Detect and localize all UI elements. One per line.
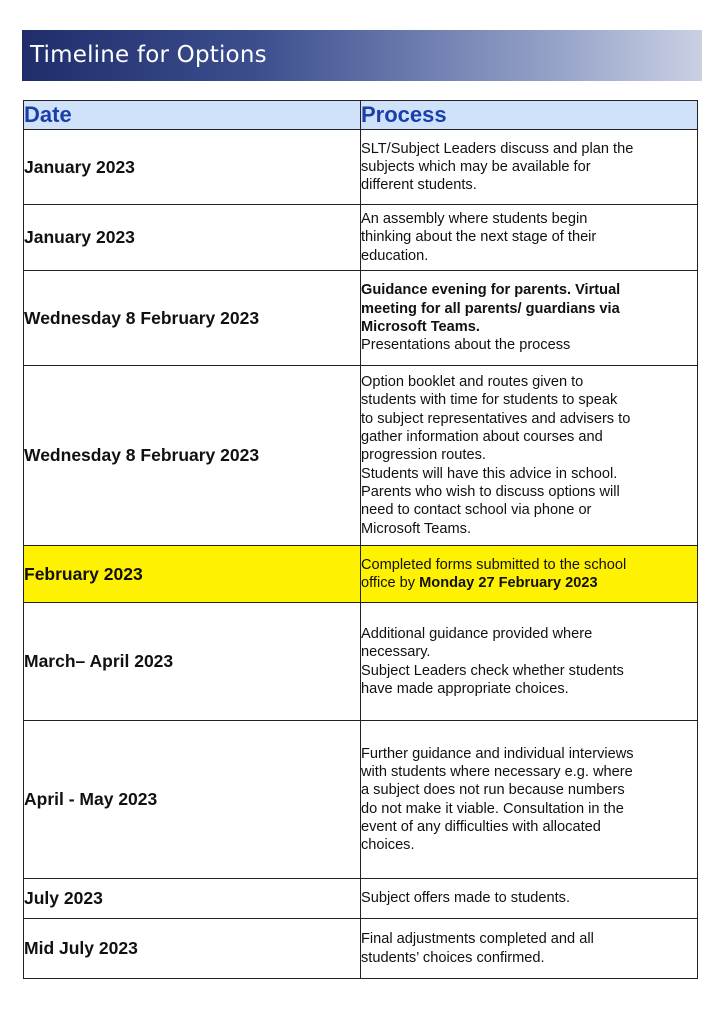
process-cell — [361, 603, 698, 721]
process-cell — [361, 271, 698, 366]
date-cell: April - May 2023 — [24, 721, 361, 879]
date-cell: Mid July 2023 — [24, 919, 361, 979]
date-cell: July 2023 — [24, 879, 361, 919]
process-line: Completed forms submitted to the school — [361, 556, 627, 573]
process-cell — [361, 546, 698, 603]
process-line — [361, 574, 697, 592]
table-row — [24, 271, 698, 366]
process-line: choices. — [361, 837, 415, 854]
table-row — [24, 879, 698, 919]
process-line: need to contact school via phone or — [361, 502, 592, 519]
date-column-header: Date — [24, 101, 361, 130]
process-line: Presentations about the process — [361, 337, 571, 354]
process-column-header: Process — [361, 101, 698, 130]
process-line: students with time for students to speak — [361, 392, 618, 409]
process-line: have made appropriate choices. — [361, 680, 569, 697]
table-row — [24, 366, 698, 546]
process-line: Additional guidance provided where — [361, 625, 593, 642]
deadline-prefix: office by — [361, 575, 420, 591]
process-line: Final adjustments completed and all — [361, 931, 594, 948]
date-cell: March– April 2023 — [24, 603, 361, 721]
table-row — [24, 205, 698, 271]
process-cell — [361, 130, 698, 205]
process-line: do not make it viable. Consultation in the — [361, 800, 624, 817]
date-cell: January 2023 — [24, 130, 361, 205]
table-row — [24, 130, 698, 205]
table-row — [24, 721, 698, 879]
table-header-row — [24, 101, 698, 130]
date-cell: February 2023 — [24, 546, 361, 603]
process-line: students’ choices confirmed. — [361, 949, 545, 966]
process-line: event of any difficulties with allocated — [361, 818, 601, 835]
process-cell — [361, 919, 698, 979]
date-cell: January 2023 — [24, 205, 361, 271]
deadline-date: Monday 27 February 2023 — [419, 575, 598, 591]
process-line: Microsoft Teams. — [361, 520, 472, 537]
process-line: necessary. — [361, 644, 431, 661]
process-line: thinking about the next stage of their — [361, 229, 597, 246]
process-line-bold: Microsoft Teams. — [361, 319, 480, 335]
process-line: progression routes. — [361, 447, 486, 464]
date-cell: Wednesday 8 February 2023 — [24, 366, 361, 546]
process-line: Parents who wish to discuss options will — [361, 483, 620, 500]
process-line: Subject Leaders check whether students — [361, 662, 624, 679]
process-cell — [361, 721, 698, 879]
date-cell: Wednesday 8 February 2023 — [24, 271, 361, 366]
process-line: SLT/Subject Leaders discuss and plan the — [361, 140, 634, 157]
table-row-highlighted — [24, 546, 698, 603]
process-line: different students. — [361, 177, 477, 194]
timeline-table — [23, 100, 698, 979]
table-row — [24, 603, 698, 721]
title-banner — [22, 30, 702, 81]
process-line: gather information about courses and — [361, 429, 603, 446]
process-cell — [361, 366, 698, 546]
process-line: Option booklet and routes given to — [361, 374, 584, 391]
process-line: Subject offers made to students. — [361, 890, 571, 907]
process-line: subjects which may be available for — [361, 158, 591, 175]
process-line-bold: meeting for all parents/ guardians via — [361, 300, 620, 317]
page-title: Timeline for Options — [30, 42, 267, 68]
process-line: Students will have this advice in school. — [361, 465, 618, 482]
process-line: to subject representatives and advisers to — [361, 410, 631, 427]
process-line: Further guidance and individual interviews — [361, 745, 634, 762]
process-cell — [361, 205, 698, 271]
process-line: with students where necessary e.g. where — [361, 763, 633, 780]
process-line: An assembly where students begin — [361, 211, 588, 228]
table-row — [24, 919, 698, 979]
process-cell — [361, 879, 698, 919]
process-line-bold: Guidance evening for parents. Virtual — [361, 282, 621, 299]
process-line: a subject does not run because numbers — [361, 782, 625, 799]
process-line: education. — [361, 247, 429, 264]
